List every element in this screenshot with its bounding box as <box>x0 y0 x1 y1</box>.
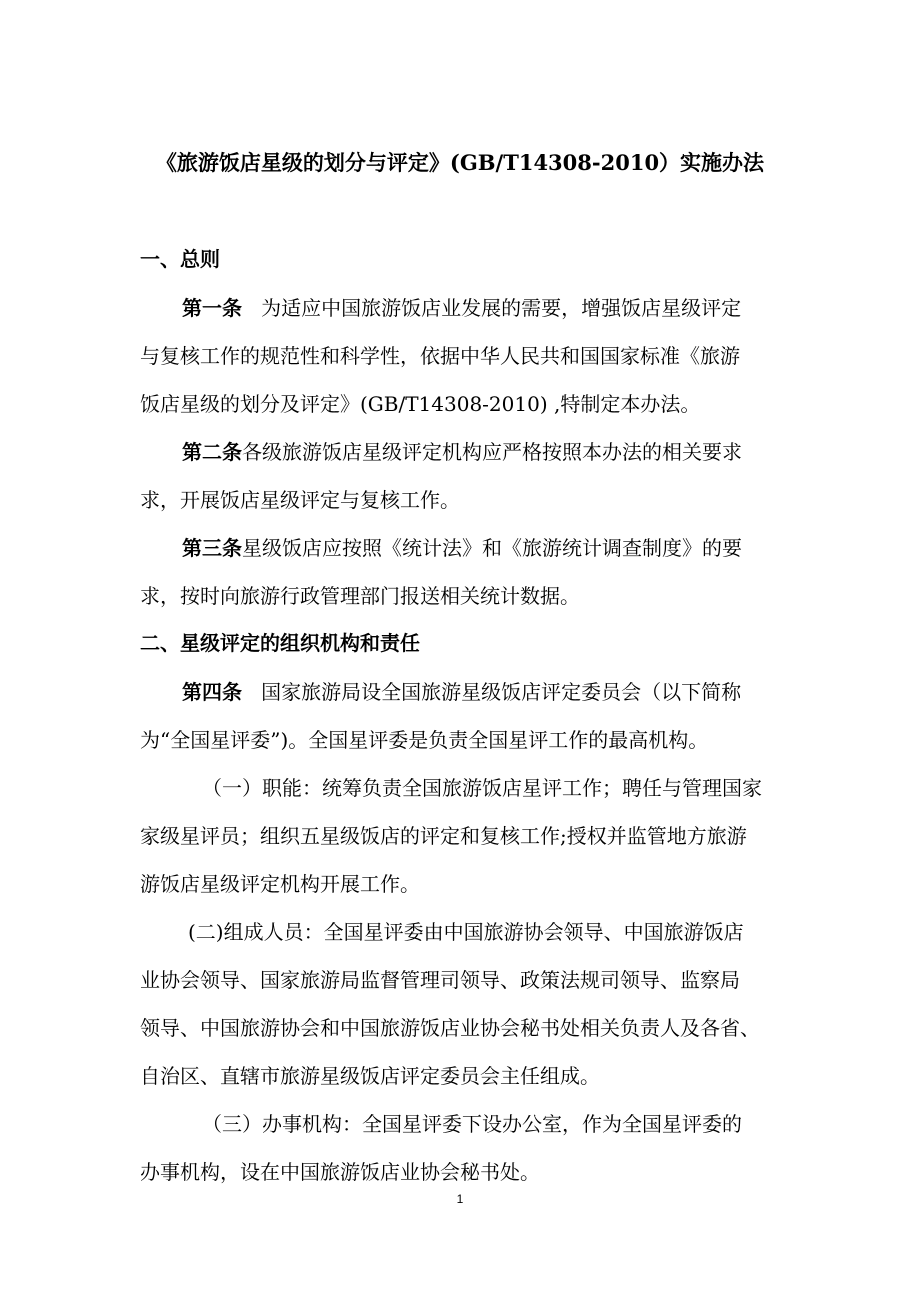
clause-office-line-1: （三）办事机构：全国星评委下设办公室，作为全国星评委的 <box>202 1112 742 1136</box>
clause-members-line-4: 自治区、直辖市旅游星级饭店评定委员会主任组成。 <box>140 1064 600 1088</box>
clause-functions <box>140 764 800 908</box>
section-heading-organization: 二、星级评定的组织机构和责任 <box>140 631 420 655</box>
clause-functions-line-2: 家级星评员；组织五星级饭店的评定和复核工作;授权并监管地方旅游 <box>140 824 747 848</box>
section-heading-general: 一、总则 <box>140 247 220 271</box>
clause-office-line-2: 办事机构，设在中国旅游饭店业协会秘书处。 <box>140 1160 540 1184</box>
clause-functions-line-3: 游饭店星级评定机构开展工作。 <box>140 872 420 896</box>
document-title: 《旅游饭店星级的划分与评定》(GB/T14308-2010）实施办法 <box>155 150 765 175</box>
article-2 <box>140 428 800 524</box>
article-4 <box>140 668 800 764</box>
article-1-line-2: 与复核工作的规范性和科学性，依据中华人民共和国国家标准《旅游 <box>140 344 740 368</box>
clause-members-line-1: (二)组成人员：全国星评委由中国旅游协会领导、中国旅游饭店 <box>188 920 744 944</box>
article-3-line-2: 求，按时向旅游行政管理部门报送相关统计数据。 <box>140 584 580 608</box>
article-2-line-1: 第二条各级旅游饭店星级评定机构应严格按照本办法的相关要求 <box>182 440 742 464</box>
clause-members-line-2: 业协会领导、国家旅游局监督管理司领导、政策法规司领导、监察局 <box>140 968 740 992</box>
article-3-line-1: 第三条星级饭店应按照《统计法》和《旅游统计调查制度》的要 <box>182 536 742 560</box>
article-1-line-3: 饭店星级的划分及评定》(GB/T14308-2010) ,特制定本办法。 <box>140 392 701 416</box>
article-3-label: 第三条 <box>182 536 242 560</box>
article-1-label: 第一条 <box>182 296 242 320</box>
article-4-line-2: 为“全国星评委”)。全国星评委是负责全国星评工作的最高机构。 <box>140 728 709 752</box>
article-2-label: 第二条 <box>182 440 242 464</box>
article-1-line-1: 第一条 为适应中国旅游饭店业发展的需要，增强饭店星级评定 <box>182 296 742 320</box>
clause-functions-line-1: （一）职能：统筹负责全国旅游饭店星评工作；聘任与管理国家 <box>202 776 762 800</box>
article-4-label: 第四条 <box>182 680 242 704</box>
article-2-line-2: 求，开展饭店星级评定与复核工作。 <box>140 488 460 512</box>
clause-members <box>140 908 800 1100</box>
clause-office <box>140 1100 800 1196</box>
article-4-line-1: 第四条 国家旅游局设全国旅游星级饭店评定委员会（以下简称 <box>182 680 742 704</box>
article-1 <box>140 284 800 428</box>
article-3 <box>140 524 800 620</box>
page-number: 1 <box>456 1192 464 1206</box>
clause-members-line-3: 领导、中国旅游协会和中国旅游饭店业协会秘书处相关负责人及各省、 <box>140 1016 760 1040</box>
